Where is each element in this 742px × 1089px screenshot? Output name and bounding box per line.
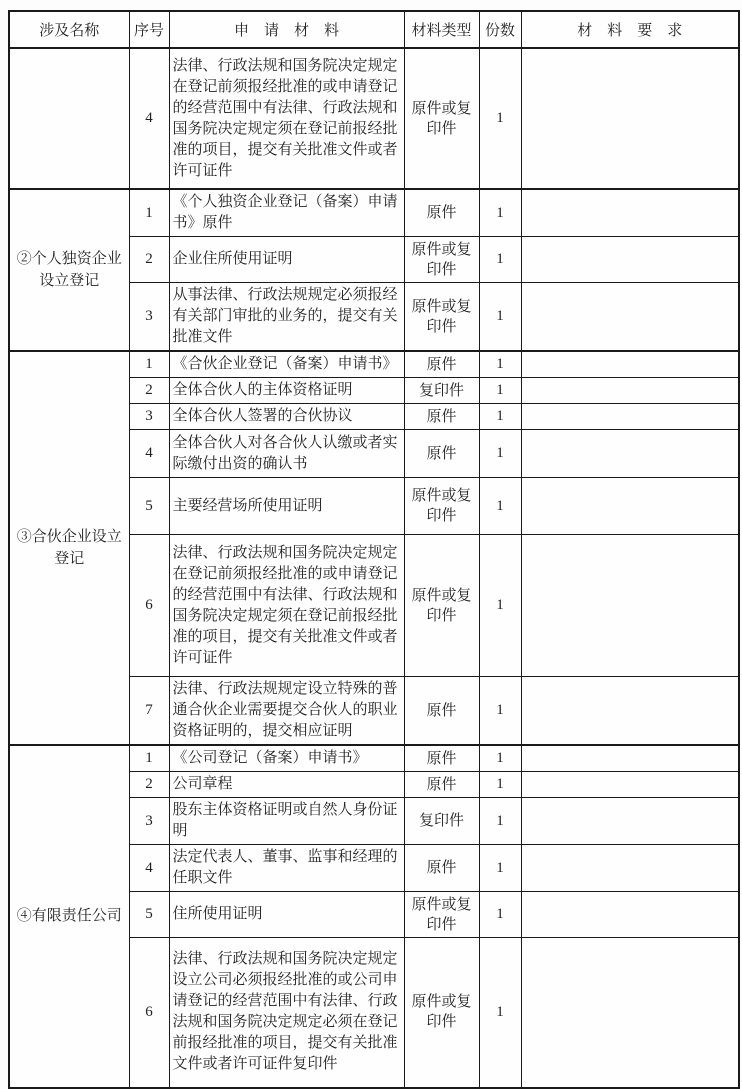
seq-cell: 3 [129, 283, 169, 352]
type-cell: 原件或复印件 [404, 938, 479, 1088]
requirement-cell [521, 283, 739, 352]
col-header-name: 涉及名称 [9, 11, 129, 48]
copies-cell: 1 [479, 430, 521, 478]
type-cell: 原件 [404, 430, 479, 478]
seq-cell: 2 [129, 237, 169, 283]
seq-cell: 4 [129, 48, 169, 189]
requirement-cell [521, 404, 739, 430]
material-cell: 法律、行政法规和国务院决定规定设立公司必须报经批准的或公司申请登记的经营范围中有法律、行政法规和国务院决定规定必须在登记前报经批准的项目，提交有关批准文件或者许可证件复印件 [169, 938, 404, 1088]
requirement-cell [521, 430, 739, 478]
copies-cell: 1 [479, 351, 521, 378]
seq-cell: 5 [129, 478, 169, 535]
requirement-cell [521, 237, 739, 283]
copies-cell: 1 [479, 378, 521, 404]
seq-cell: 1 [129, 745, 169, 772]
table-row [9, 351, 739, 378]
material-cell: 全体合伙人对各合伙人认缴或者实际缴付出资的确认书 [169, 430, 404, 478]
col-header-material: 申 请 材 料 [169, 11, 404, 48]
seq-cell: 6 [129, 535, 169, 677]
material-cell: 《合伙企业登记（备案）申请书》 [169, 351, 404, 378]
requirement-cell [521, 772, 739, 798]
copies-cell: 1 [479, 478, 521, 535]
material-cell: 法定代表人、董事、监事和经理的任职文件 [169, 845, 404, 892]
section-name-cell: ④有限责任公司 [9, 745, 129, 1088]
seq-cell: 1 [129, 351, 169, 378]
requirement-cell [521, 535, 739, 677]
material-cell: 法律、行政法规和国务院决定规定在登记前须报经批准的或申请登记的经营范围中有法律、行政法规和国务院决定规定须在登记前报经批准的项目，提交有关批准文件或者许可证件 [169, 48, 404, 189]
table-row [9, 48, 739, 189]
type-cell: 原件 [404, 351, 479, 378]
requirement-cell [521, 351, 739, 378]
requirement-cell [521, 189, 739, 237]
copies-cell: 1 [479, 677, 521, 746]
type-cell: 原件 [404, 845, 479, 892]
seq-cell: 4 [129, 430, 169, 478]
type-cell: 原件或复印件 [404, 237, 479, 283]
type-cell: 原件或复印件 [404, 48, 479, 189]
type-cell: 原件或复印件 [404, 283, 479, 352]
table-row [9, 745, 739, 772]
copies-cell: 1 [479, 48, 521, 189]
requirement-cell [521, 745, 739, 772]
copies-cell: 1 [479, 535, 521, 677]
copies-cell: 1 [479, 798, 521, 845]
seq-cell: 7 [129, 677, 169, 746]
type-cell: 原件或复印件 [404, 892, 479, 938]
requirement-cell [521, 845, 739, 892]
material-cell: 法律、行政法规和国务院决定规定在登记前须报经批准的或申请登记的经营范围中有法律、行政法规和国务院决定规定须在登记前报经批准的项目，提交有关批准文件或者许可证件 [169, 535, 404, 677]
material-cell: 《个人独资企业登记（备案）申请书》原件 [169, 189, 404, 237]
section-name-cell [9, 48, 129, 189]
material-cell: 法律、行政法规规定设立特殊的普通合伙企业需要提交合伙人的职业资格证明的，提交相应证明 [169, 677, 404, 746]
col-header-seq: 序号 [129, 11, 169, 48]
type-cell: 原件 [404, 772, 479, 798]
type-cell: 原件 [404, 189, 479, 237]
type-cell: 复印件 [404, 798, 479, 845]
document-table [8, 10, 740, 1089]
section-name-cell: ②个人独资企业设立登记 [9, 189, 129, 351]
requirement-cell [521, 892, 739, 938]
type-cell: 原件或复印件 [404, 535, 479, 677]
copies-cell: 1 [479, 189, 521, 237]
table-header-row [9, 11, 739, 48]
type-cell: 原件 [404, 745, 479, 772]
requirement-cell [521, 378, 739, 404]
copies-cell: 1 [479, 892, 521, 938]
table-row [9, 189, 739, 237]
material-cell: 全体合伙人的主体资格证明 [169, 378, 404, 404]
material-cell: 主要经营场所使用证明 [169, 478, 404, 535]
seq-cell: 3 [129, 798, 169, 845]
requirement-cell [521, 938, 739, 1088]
col-header-type: 材料类型 [404, 11, 479, 48]
seq-cell: 6 [129, 938, 169, 1088]
copies-cell: 1 [479, 745, 521, 772]
copies-cell: 1 [479, 938, 521, 1088]
material-cell: 《公司登记（备案）申请书》 [169, 745, 404, 772]
copies-cell: 1 [479, 845, 521, 892]
seq-cell: 2 [129, 772, 169, 798]
material-cell: 从事法律、行政法规规定必须报经有关部门审批的业务的，提交有关批准文件 [169, 283, 404, 352]
seq-cell: 1 [129, 189, 169, 237]
seq-cell: 4 [129, 845, 169, 892]
type-cell: 原件或复印件 [404, 478, 479, 535]
seq-cell: 3 [129, 404, 169, 430]
material-cell: 股东主体资格证明或自然人身份证明 [169, 798, 404, 845]
copies-cell: 1 [479, 772, 521, 798]
copies-cell: 1 [479, 404, 521, 430]
requirement-cell [521, 48, 739, 189]
type-cell: 复印件 [404, 378, 479, 404]
material-cell: 公司章程 [169, 772, 404, 798]
seq-cell: 2 [129, 378, 169, 404]
requirement-cell [521, 677, 739, 746]
requirement-cell [521, 798, 739, 845]
type-cell: 原件 [404, 677, 479, 746]
type-cell: 原件 [404, 404, 479, 430]
material-cell: 住所使用证明 [169, 892, 404, 938]
copies-cell: 1 [479, 237, 521, 283]
col-header-copies: 份数 [479, 11, 521, 48]
requirement-cell [521, 478, 739, 535]
seq-cell: 5 [129, 892, 169, 938]
material-cell: 全体合伙人签署的合伙协议 [169, 404, 404, 430]
copies-cell: 1 [479, 283, 521, 352]
material-cell: 企业住所使用证明 [169, 237, 404, 283]
section-name-cell: ③合伙企业设立登记 [9, 351, 129, 745]
col-header-requirement: 材 料 要 求 [521, 11, 739, 48]
